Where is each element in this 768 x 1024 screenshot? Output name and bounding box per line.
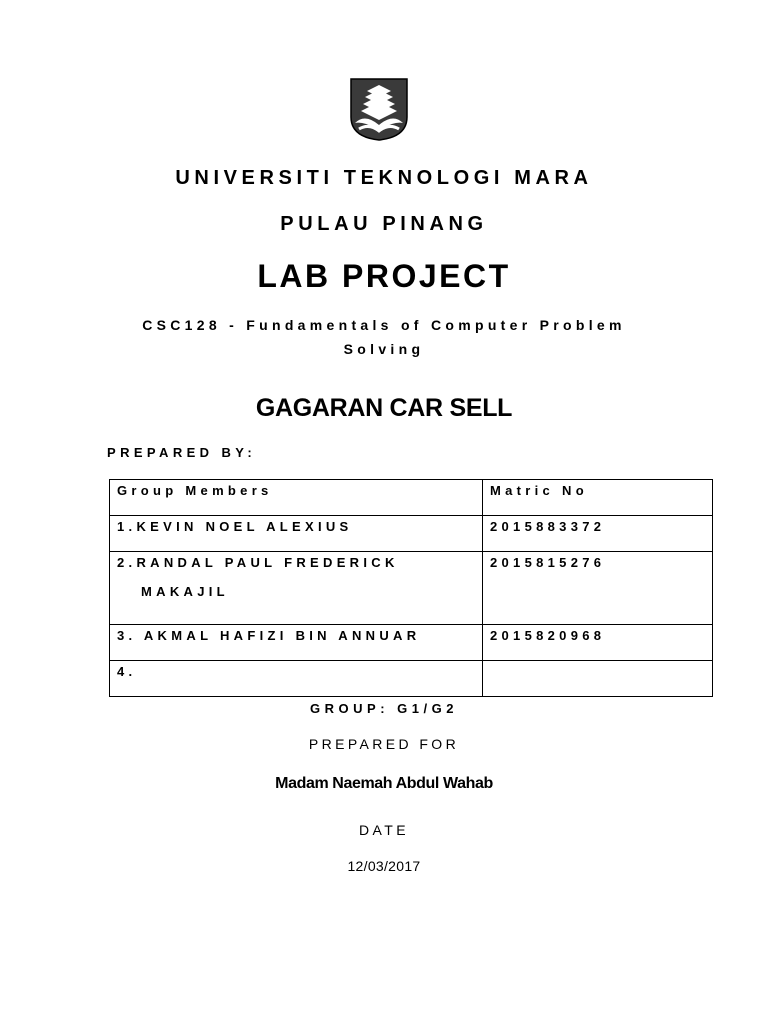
table-row [110,661,713,697]
header-group-members: Group Members [110,480,483,516]
table-row [110,552,713,625]
project-name: GAGARAN CAR SELL [255,394,513,422]
member-matric [483,661,713,697]
member-name-cell [110,552,483,625]
university-name: UNIVERSITI TEKNOLOGI MARA [175,167,593,189]
header-matric-no: Matric No [483,480,713,516]
member-matric: 2015883372 [483,516,713,552]
group-label: GROUP: G1/G2 [310,701,458,716]
table-header-row [110,480,713,516]
group-members-table [109,479,713,697]
member-name: 2.RANDAL PAUL FREDERICK [117,555,399,570]
course-title-line2: Solving [343,341,425,357]
member-matric: 2015820968 [483,625,713,661]
date-value: 12/03/2017 [347,858,421,874]
date-label: DATE [359,822,409,838]
university-logo-icon [349,77,409,141]
member-name: 1.KEVIN NOEL ALEXIUS [110,516,483,552]
campus-name: PULAU PINANG [280,213,488,235]
prepared-for-label: PREPARED FOR [308,736,460,752]
prepared-by-label: PREPARED BY: [107,445,257,460]
page-title: LAB PROJECT [257,258,511,294]
member-name-continuation: MAKAJIL [141,584,229,599]
course-title-line1: CSC128 - Fundamentals of Computer Problem [142,317,626,333]
lecturer-name: Madam Naemah Abdul Wahab [275,775,493,792]
table-row [110,625,713,661]
table-row [110,516,713,552]
member-name: 4. [110,661,483,697]
member-name: 3. AKMAL HAFIZI BIN ANNUAR [110,625,483,661]
member-matric: 2015815276 [483,552,713,625]
